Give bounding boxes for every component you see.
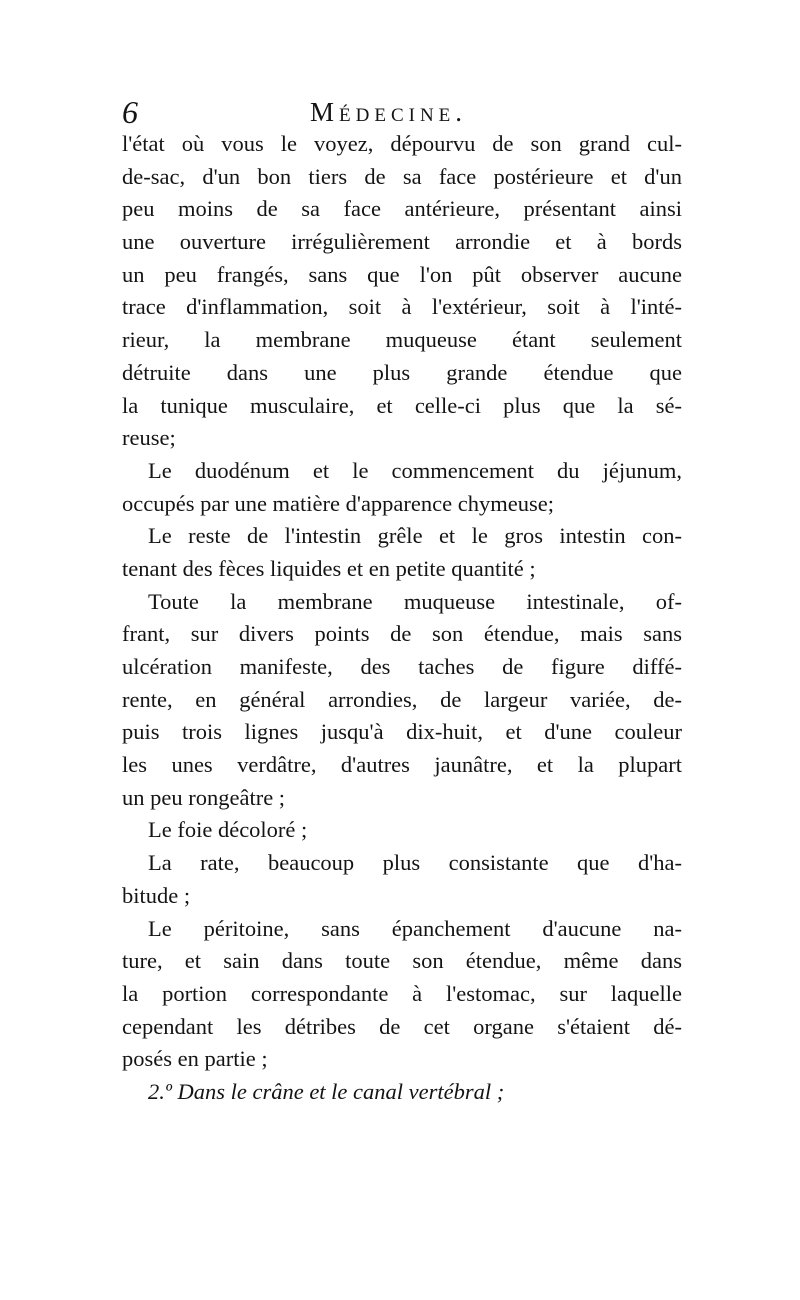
text-line: une ouverture irrégulièrement arrondie et à bords	[122, 229, 682, 255]
running-head	[122, 92, 682, 132]
text-line: Toute la membrane muqueuse intestinale, of-	[148, 588, 682, 614]
text-line: détruite dans une plus grande étendue que	[122, 359, 682, 385]
text-line: reuse;	[122, 425, 176, 451]
text-line: occupés par une matière d'apparence chymeuse;	[122, 490, 554, 516]
text-line: trace d'inflammation, soit à l'extérieur, soit à l'inté-	[122, 294, 682, 320]
text-line: Le duodénum et le commencement du jéjunum,	[148, 457, 682, 483]
text-line: frant, sur divers points de son étendue, mais sans	[122, 621, 682, 647]
text-line: cependant les détribes de cet organe s'étaient dé-	[122, 1013, 682, 1039]
text-line: ture, et sain dans toute son étendue, même dans	[122, 948, 682, 974]
text-line: puis trois lignes jusqu'à dix-huit, et d'une couleur	[122, 719, 682, 745]
text-line: un peu rongeâtre ;	[122, 784, 286, 810]
body-text	[122, 128, 682, 1109]
text-line: ulcération manifeste, des taches de figure diffé-	[122, 654, 682, 679]
text-line: Le péritoine, sans épanchement d'aucune na-	[148, 915, 682, 941]
text-line: les unes verdâtre, d'autres jaunâtre, et la plupart	[122, 752, 682, 778]
text-line: tenant des fèces liquides et en petite quantité ;	[122, 555, 536, 581]
text-line: Le reste de l'intestin grêle et le gros intestin con-	[148, 523, 682, 549]
running-title: Médecine.	[310, 97, 468, 127]
text-line: rieur, la membrane muqueuse étant seulement	[122, 327, 682, 353]
text-line: Le foie décoloré ;	[148, 817, 308, 843]
text-line: posés en partie ;	[122, 1046, 268, 1072]
text-line: l'état où vous le voyez, dépourvu de son grand cul-	[122, 131, 682, 156]
text-line: rente, en général arrondies, de largeur variée, de-	[122, 686, 682, 712]
text-line: de-sac, d'un bon tiers de sa face postérieure et d'un	[122, 163, 682, 189]
page-number: 6	[122, 94, 138, 130]
section-heading: 2.º Dans le crâne et le canal vertébral ;	[148, 1078, 505, 1104]
text-line: la portion correspondante à l'estomac, sur laquelle	[122, 980, 682, 1006]
text-line: La rate, beaucoup plus consistante que d'ha-	[148, 850, 682, 876]
text-line: bitude ;	[122, 882, 191, 908]
text-line: peu moins de sa face antérieure, présentant ainsi	[122, 196, 682, 222]
text-line: un peu frangés, sans que l'on pût observer aucune	[122, 261, 682, 287]
text-line: la tunique musculaire, et celle-ci plus que la sé-	[122, 392, 682, 418]
